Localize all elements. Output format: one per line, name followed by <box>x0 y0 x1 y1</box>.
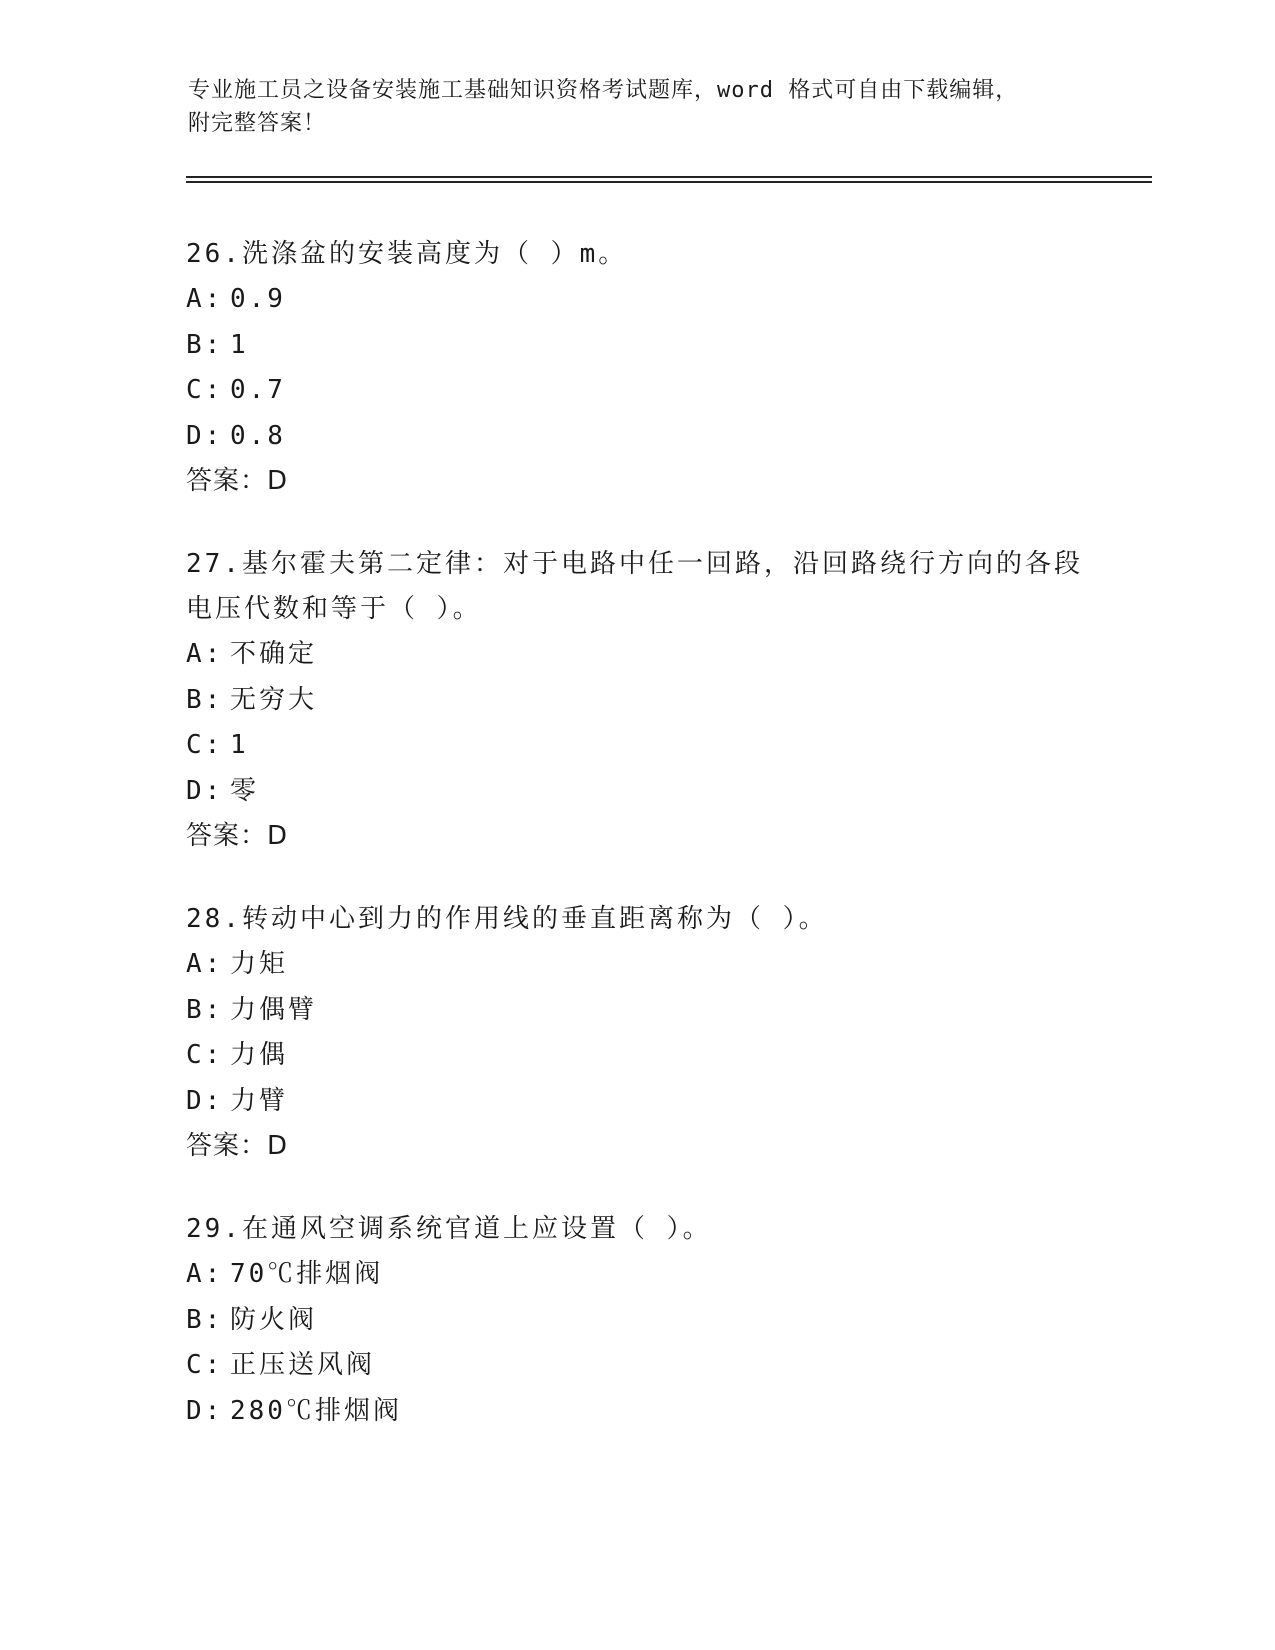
option-label: B: <box>186 329 224 360</box>
option-label: D: <box>186 1395 224 1426</box>
option-text: 力矩 <box>230 949 289 979</box>
option-text: 0.9 <box>230 284 286 314</box>
option-a <box>186 1252 1106 1298</box>
option-c <box>186 1343 1106 1389</box>
option-label: C: <box>186 1040 224 1070</box>
option-label: A: <box>186 639 224 669</box>
option-label: C: <box>186 730 224 760</box>
option-a <box>186 942 1106 988</box>
document-header <box>188 74 1088 140</box>
option-b <box>186 678 1106 724</box>
answer-line: 答案：D <box>186 821 289 851</box>
option-text: 1 <box>230 730 249 760</box>
option-label: B: <box>186 1304 224 1335</box>
header-line-1: 专业施工员之设备安装施工基础知识资格考试题库，word 格式可自由下载编辑， <box>188 78 1019 103</box>
question-29 <box>186 1207 1106 1434</box>
option-a <box>186 277 1106 323</box>
option-text: 0.8 <box>230 420 286 451</box>
option-label: B: <box>186 684 224 715</box>
option-label: D: <box>186 775 224 806</box>
answer-line: 答案：D <box>186 466 289 496</box>
option-c <box>186 1033 1106 1079</box>
option-c <box>186 723 1106 769</box>
question-stem: 28.转动中心到力的作用线的垂直距离称为（ ）。 <box>186 904 828 934</box>
option-label: A: <box>186 284 224 314</box>
option-d <box>186 414 1106 460</box>
question-list <box>186 232 1106 1472</box>
option-b <box>186 988 1106 1034</box>
question-28 <box>186 897 1106 1169</box>
question-stem: 26.洗涤盆的安装高度为（ ）m。 <box>186 239 628 269</box>
option-text: 0.7 <box>230 375 286 405</box>
option-text: 力臂 <box>230 1085 289 1116</box>
option-b <box>186 323 1106 369</box>
answer-line: 答案：D <box>186 1131 289 1161</box>
question-26 <box>186 232 1106 504</box>
option-text: 不确定 <box>230 639 318 669</box>
header-divider-bottom <box>186 181 1152 183</box>
option-d <box>186 1079 1106 1125</box>
option-text: 力偶 <box>230 1040 289 1070</box>
option-a <box>186 632 1106 678</box>
option-text: 零 <box>230 775 260 806</box>
option-text: 1 <box>230 329 249 360</box>
option-text: 280℃排烟阀 <box>230 1395 402 1426</box>
option-d <box>186 1389 1106 1435</box>
question-stem: 29.在通风空调系统官道上应设置（ ）。 <box>186 1214 712 1244</box>
option-label: B: <box>186 994 224 1025</box>
option-text: 无穷大 <box>230 684 318 715</box>
option-label: A: <box>186 949 224 979</box>
question-27 <box>186 542 1106 859</box>
option-label: A: <box>186 1259 224 1289</box>
option-c <box>186 368 1106 414</box>
option-text: 70℃排烟阀 <box>230 1259 384 1289</box>
header-line-2: 附完整答案！ <box>188 111 327 136</box>
option-label: C: <box>186 1350 224 1380</box>
option-label: C: <box>186 375 224 405</box>
header-divider-top <box>186 176 1152 178</box>
option-label: D: <box>186 420 224 451</box>
option-label: D: <box>186 1085 224 1116</box>
option-text: 力偶臂 <box>230 994 318 1025</box>
option-text: 防火阀 <box>230 1304 318 1335</box>
option-d <box>186 769 1106 815</box>
option-b <box>186 1298 1106 1344</box>
question-stem: 27.基尔霍夫第二定律：对于电路中任一回路，沿回路绕行方向的各段电压代数和等于（ ）。 <box>186 549 1083 624</box>
option-text: 正压送风阀 <box>230 1350 376 1380</box>
